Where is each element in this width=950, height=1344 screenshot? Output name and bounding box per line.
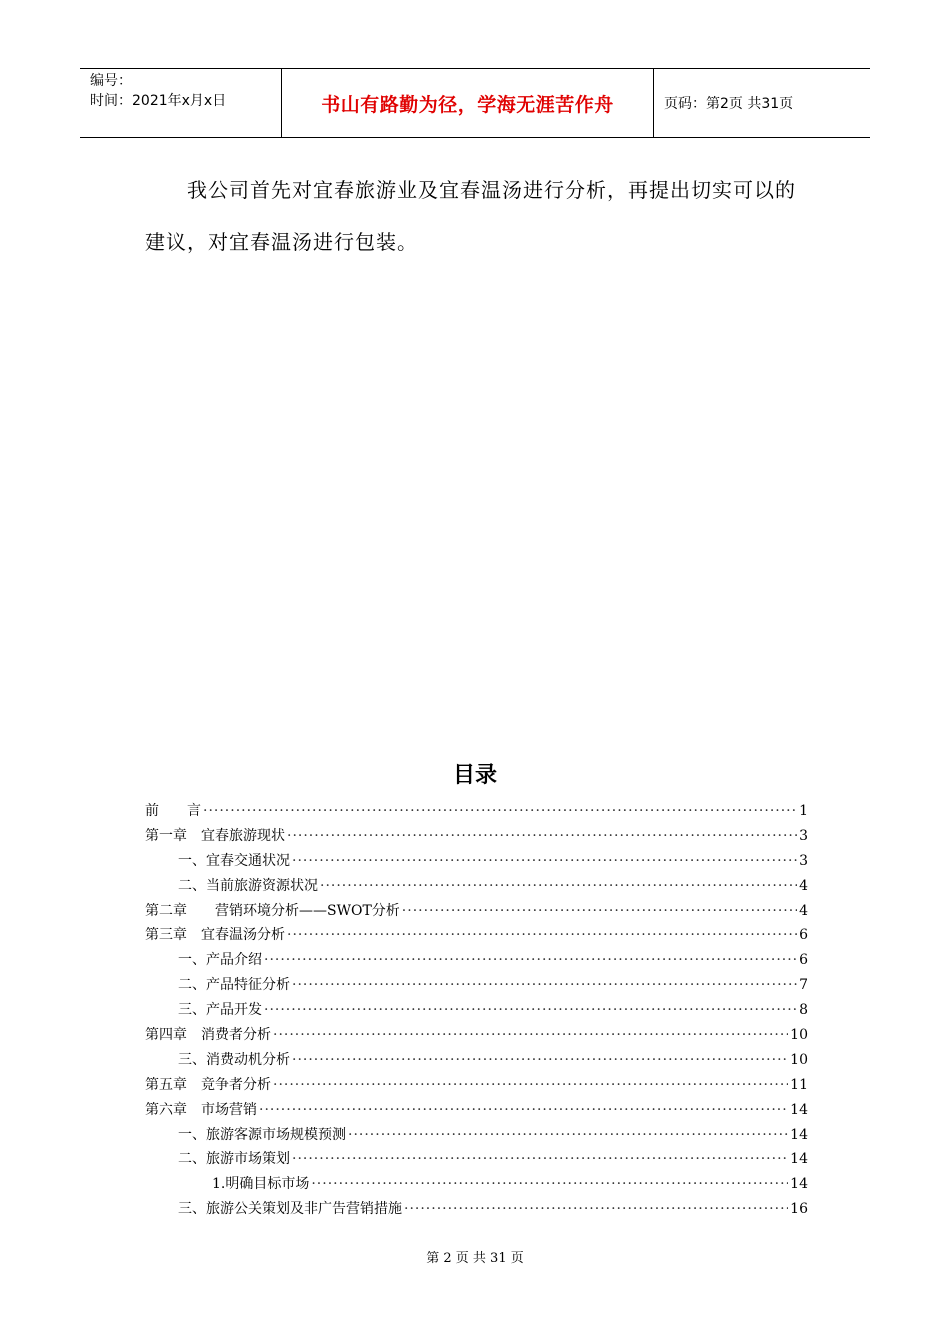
toc-entry-page: 4 [799, 902, 808, 919]
toc-leader [311, 1176, 788, 1192]
toc-entry-page: 6 [799, 952, 808, 969]
toc-entry-label: 一、产品介绍 [178, 952, 262, 969]
toc-entry-page: 7 [799, 977, 808, 994]
toc-leader [292, 853, 797, 869]
toc-entry-page: 4 [799, 877, 808, 894]
toc-entry-page: 14 [790, 1176, 808, 1193]
toc-leader [259, 1102, 788, 1118]
intro-paragraph: 我公司首先对宜春旅游业及宜春温汤进行分析，再提出切实可以的建议，对宜春温汤进行包装。 [145, 178, 796, 254]
toc-leader [273, 1077, 788, 1093]
toc-entry[interactable] [145, 900, 808, 925]
toc-title: 目录 [452, 763, 497, 788]
toc-entry[interactable] [145, 850, 808, 875]
toc-entry-label: 二、旅游市场策划 [178, 1151, 290, 1168]
toc-entry-page: 8 [799, 1002, 808, 1019]
toc-entry[interactable] [145, 924, 808, 949]
header-meta [80, 69, 282, 137]
toc-entry[interactable] [145, 1024, 808, 1049]
page-footer: 第 2 页 共 31 页 [426, 1251, 524, 1266]
toc-entry-page: 1 [799, 803, 808, 819]
toc-entry-page: 16 [790, 1201, 808, 1218]
toc-entry-label: 二、产品特征分析 [178, 977, 290, 994]
toc-entry-label: 第六章 市场营销 [145, 1101, 257, 1118]
toc-entry-label: 1.明确目标市场 [212, 1176, 310, 1193]
toc-entry[interactable] [145, 949, 808, 974]
toc-leader [320, 878, 797, 894]
page-header [80, 68, 870, 138]
toc-entry[interactable] [145, 800, 808, 825]
toc-entry-page: 14 [790, 1101, 808, 1118]
toc-entry[interactable] [145, 1173, 808, 1198]
toc-entry-label: 第五章 竞争者分析 [145, 1076, 271, 1093]
toc-leader [292, 977, 797, 993]
toc-entry-label: 第一章 宜春旅游现状 [145, 827, 285, 844]
toc-entry[interactable] [145, 1049, 808, 1074]
toc-entry-label: 第四章 消费者分析 [145, 1027, 271, 1044]
toc-entry-label: 三、产品开发 [178, 1002, 262, 1019]
toc-entry-page: 6 [799, 927, 808, 944]
toc-entry-label: 第二章 营销环境分析——SWOT分析 [145, 902, 400, 919]
toc-entry-page: 3 [799, 827, 808, 844]
toc-entry-label: 三、旅游公关策划及非广告营销措施 [178, 1201, 402, 1218]
toc-leader [273, 1027, 788, 1043]
toc-entry-page: 11 [790, 1076, 808, 1093]
toc-leader [348, 1127, 788, 1143]
toc-entry-label: 前 言 [145, 803, 201, 819]
toc-entry-label: 一、旅游客源市场规模预测 [178, 1126, 346, 1143]
toc-leader [292, 1052, 788, 1068]
toc-entry-label: 一、宜春交通状况 [178, 852, 290, 869]
header-page-info: 页码：第2页 共31页 [664, 96, 794, 112]
document-number-label: 编号： [90, 73, 132, 89]
toc-leader [402, 903, 797, 919]
toc-leader [287, 927, 797, 943]
toc-leader [287, 828, 797, 844]
toc-entry[interactable] [145, 875, 808, 900]
toc-entry[interactable] [145, 1074, 808, 1099]
toc-entry[interactable] [145, 1198, 808, 1223]
toc-entry[interactable] [145, 1124, 808, 1149]
toc-entry-page: 3 [799, 852, 808, 869]
toc-entry-page: 10 [790, 1051, 808, 1068]
toc-entry-page: 14 [790, 1151, 808, 1168]
toc-entry[interactable] [145, 1099, 808, 1124]
toc-entry[interactable] [145, 825, 808, 850]
document-date: 时间：2021年x月x日 [90, 93, 227, 109]
toc-leader [264, 952, 797, 968]
toc-entry-label: 第三章 宜春温汤分析 [145, 927, 285, 944]
toc-entry-page: 10 [790, 1027, 808, 1044]
toc-entry-page: 14 [790, 1126, 808, 1143]
toc-leader [264, 1002, 797, 1018]
toc-entry-label: 三、消费动机分析 [178, 1051, 290, 1068]
table-of-contents [145, 800, 808, 1223]
toc-leader [292, 1151, 788, 1167]
toc-entry-label: 二、当前旅游资源状况 [178, 877, 318, 894]
toc-leader [404, 1201, 788, 1217]
toc-leader [203, 803, 797, 819]
header-motto: 书山有路勤为径，学海无涯苦作舟 [282, 69, 654, 137]
toc-entry[interactable] [145, 1148, 808, 1173]
toc-entry[interactable] [145, 999, 808, 1024]
toc-entry[interactable] [145, 974, 808, 999]
